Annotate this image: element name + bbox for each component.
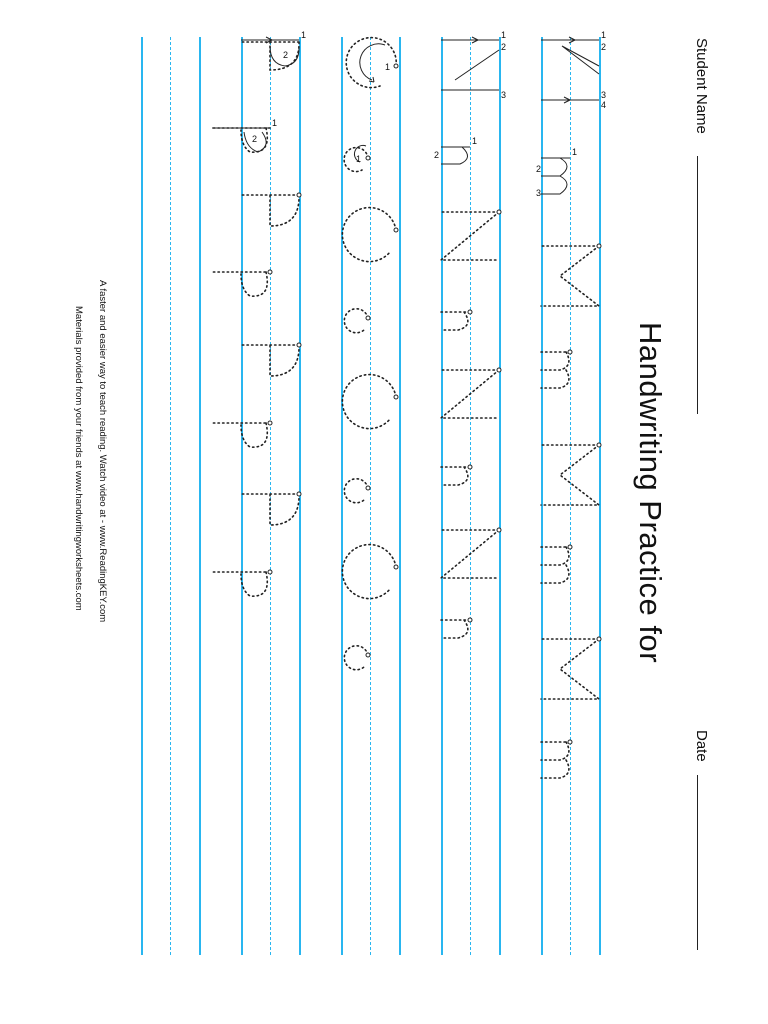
trace-row-M: [541, 244, 601, 778]
model-letter-N: [441, 30, 506, 100]
footer-line-1: A faster and easier way to teach reading. Watch video at - www.ReadingKEY.com: [97, 280, 108, 623]
stroke-number: 4: [601, 100, 607, 110]
date-label: Date: [693, 730, 710, 762]
stroke-number: 1: [301, 30, 307, 40]
model-letter-p: [212, 118, 277, 152]
stroke-number: 1: [385, 62, 391, 72]
model-letter-c: [344, 145, 370, 171]
stroke-number: 2: [434, 150, 440, 160]
stroke-number: 2: [536, 164, 542, 174]
stroke-number: 2: [501, 42, 507, 52]
stroke-number: 1: [272, 118, 278, 128]
trace-row-C: [342, 208, 398, 670]
model-letter-m: [536, 147, 577, 198]
model-letter-C: [346, 38, 398, 88]
stroke-number: 2: [601, 42, 607, 52]
trace-row-N: [441, 210, 501, 638]
page-title: Handwriting Practice for: [633, 322, 668, 664]
stroke-number: 3: [501, 90, 507, 100]
footer-line-2: Materials provided from your friends at www.handwritingworksheets.com: [73, 306, 84, 611]
stroke-number: 1: [601, 30, 607, 40]
stroke-number: 1: [572, 147, 578, 157]
model-letter-P: [241, 30, 306, 70]
stroke-number: 1: [501, 30, 507, 40]
stroke-number: 1: [356, 154, 362, 164]
stroke-number: 1: [472, 136, 478, 146]
stroke-number: 2: [252, 134, 258, 144]
stroke-number: 3: [536, 188, 542, 198]
model-letter-M: [541, 30, 606, 110]
student-name-label: Student Name: [693, 38, 710, 134]
stroke-number: 3: [601, 90, 607, 100]
trace-row-P: [212, 193, 301, 596]
stroke-number: 2: [283, 50, 289, 60]
model-letter-n: [434, 136, 477, 164]
